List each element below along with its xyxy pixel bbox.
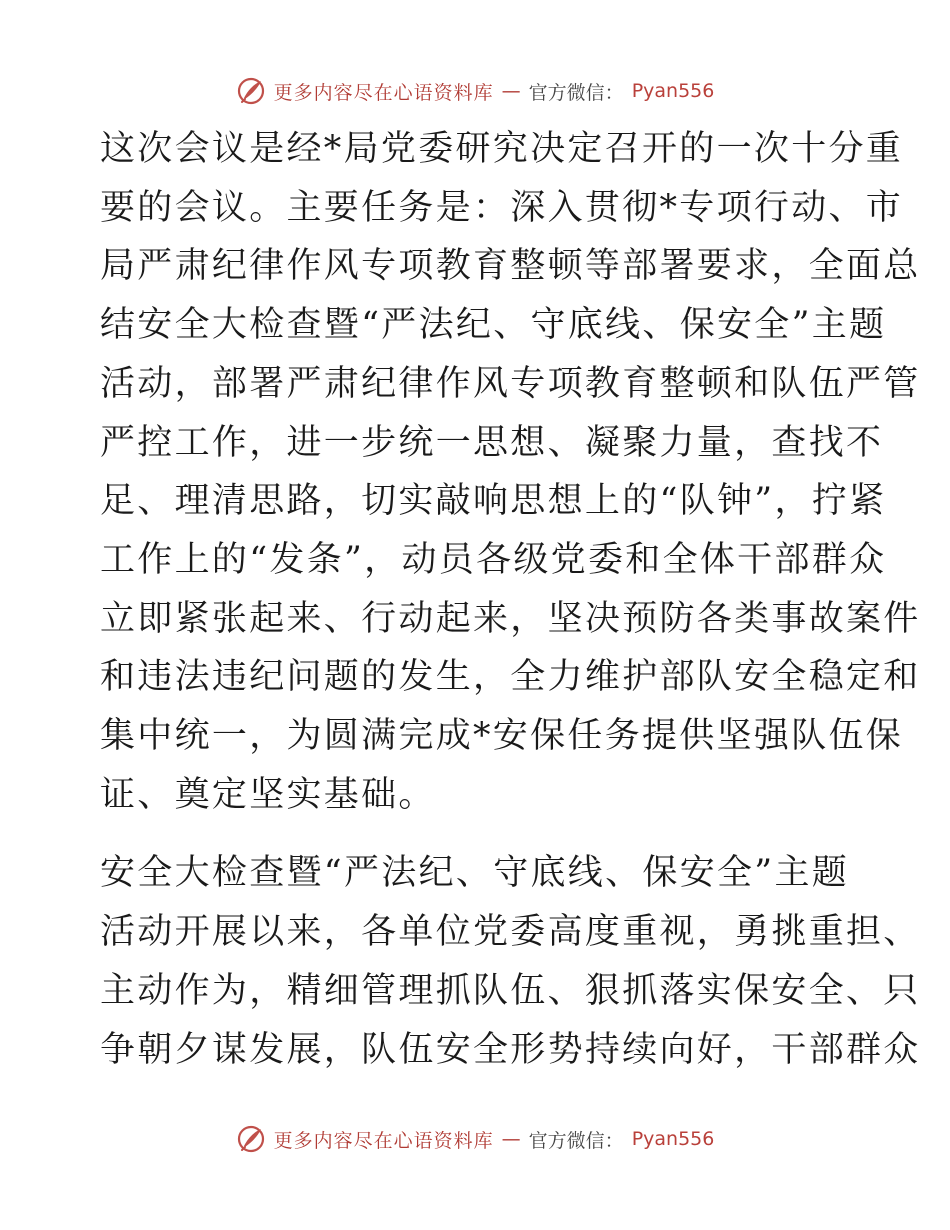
paragraph-line: 证、奠定坚实基础。 [100, 774, 436, 815]
paragraph-line: 活动，部署严肃纪律作风专项教育整顿和队伍严管 [100, 363, 921, 404]
paragraph-line: 立即紧张起来、行动起来，坚决预防各类事故案件 [100, 598, 921, 639]
watermark-wechat-label: 官方微信： [528, 81, 624, 104]
watermark-wechat-id: Pyan556 [631, 1128, 715, 1150]
paragraph-line: 工作上的“发条”，动员各级党委和全体干部群众 [100, 539, 887, 580]
paragraph-2 [100, 844, 921, 1079]
paragraph-line: 局严肃纪律作风专项教育整顿等部署要求，全面总 [100, 246, 921, 287]
paragraph-1 [100, 120, 921, 824]
watermark-dash: — [501, 1128, 521, 1150]
quill-pen-logo-icon [236, 1124, 266, 1154]
quill-pen-logo-icon [236, 76, 266, 106]
paragraph-line: 安全大检查暨“严法纪、守底线、保安全”主题 [100, 853, 850, 894]
paragraph-line: 活动开展以来，各单位党委高度重视，勇挑重担、 [100, 912, 921, 953]
paragraph-line: 主动作为，精细管理抓队伍、狠抓落实保安全、只 [100, 970, 921, 1011]
paragraph-line: 足、理清思路，切实敲响思想上的“队钟”，拧紧 [100, 481, 887, 522]
document-body [100, 120, 921, 1079]
watermark-dash: — [501, 80, 521, 102]
paragraph-line: 集中统一，为圆满完成*安保任务提供坚强队伍保 [100, 716, 904, 757]
footer-watermark [0, 1124, 950, 1154]
paragraph-line: 这次会议是经*局党委研究决定召开的一次十分重 [100, 129, 904, 169]
watermark-brand: 更多内容尽在心语资料库 [273, 81, 494, 104]
paragraph-line: 争朝夕谋发展，队伍安全形势持续向好，干部群众 [100, 1029, 921, 1070]
watermark-brand: 更多内容尽在心语资料库 [273, 1129, 494, 1152]
watermark-wechat-id: Pyan556 [631, 80, 715, 102]
watermark-wechat-label: 官方微信： [528, 1129, 624, 1152]
paragraph-line: 严控工作，进一步统一思想、凝聚力量，查找不 [100, 422, 884, 463]
header-watermark [0, 76, 950, 106]
paragraph-line: 结安全大检查暨“严法纪、守底线、保安全”主题 [100, 305, 887, 346]
paragraph-line: 要的会议。主要任务是：深入贯彻*专项行动、市 [100, 187, 904, 228]
paragraph-line: 和违法违纪问题的发生，全力维护部队安全稳定和 [100, 657, 921, 698]
